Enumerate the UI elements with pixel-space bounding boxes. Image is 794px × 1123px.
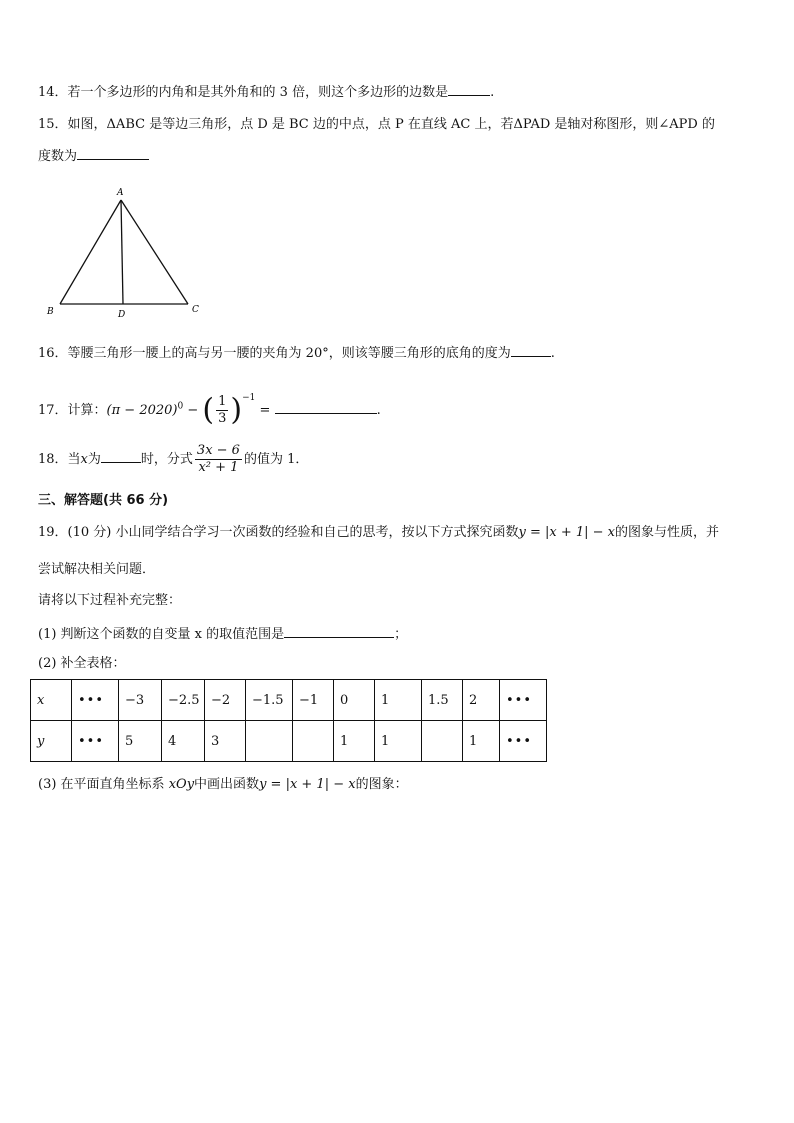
question-16-end: . <box>550 346 555 361</box>
question-15-line2 <box>38 146 149 166</box>
question-15-line1 <box>38 116 715 134</box>
part3-prefix: (3) 在平面直角坐标系 <box>38 777 165 792</box>
table-cell-blank[interactable] <box>293 721 334 762</box>
table-cell: −2.5 <box>162 680 205 721</box>
fraction-denominator: 3 <box>218 411 227 426</box>
table-cell: ••• <box>500 721 547 762</box>
function-expression-2: y = |x + 1| − x <box>259 777 356 792</box>
median-ad <box>121 200 123 304</box>
section-heading: 三、解答题(共 66 分) <box>38 493 169 508</box>
table-cell: ••• <box>500 680 547 721</box>
question-15-text: 15．如图，ΔABC 是等边三角形，点 D 是 BC 边的中点，点 P 在直线 AC 上，若ΔPAD 是轴对称图形，则∠APD 的 <box>38 117 715 132</box>
value-table <box>30 679 547 762</box>
triangle-figure <box>40 183 210 323</box>
table-cell: 1 <box>334 721 375 762</box>
part3-suffix: 的图象： <box>355 777 408 792</box>
table-cell-blank[interactable] <box>246 721 293 762</box>
table-cell: −1.5 <box>246 680 293 721</box>
question-19-part2: (2) 补全表格： <box>38 656 126 671</box>
table-cell: ••• <box>72 721 119 762</box>
table-cell: 1.5 <box>422 680 463 721</box>
table-cell: 4 <box>162 721 205 762</box>
side-ac <box>121 200 188 304</box>
point-label-d: D <box>118 310 126 320</box>
question-18-var: x <box>80 452 88 467</box>
question-17-end: . <box>376 403 381 418</box>
question-19-suffix: 的图象与性质，并 <box>615 525 720 540</box>
table-cell: 0 <box>334 680 375 721</box>
table-cell: x <box>31 680 72 721</box>
answer-blank-17[interactable] <box>275 400 377 414</box>
answer-blank-16[interactable] <box>511 343 551 357</box>
question-14-text: 14．若一个多边形的内角和是其外角和的 3 倍，则这个多边形的边数是 <box>38 85 449 100</box>
fraction-expression <box>195 443 242 476</box>
question-18-mid2: 时，分式 <box>140 452 193 467</box>
part3-mid: 中画出函数 <box>194 777 260 792</box>
table-cell: −3 <box>119 680 162 721</box>
right-paren: ) <box>230 392 243 428</box>
table-cell: 1 <box>375 721 422 762</box>
question-19-line1 <box>38 524 719 542</box>
question-17-base: (π − 2020) <box>106 403 178 418</box>
question-14-end: . <box>490 85 495 100</box>
left-paren: ( <box>202 392 215 428</box>
table-cell: 5 <box>119 721 162 762</box>
question-17-prefix: 17．计算： <box>38 403 107 418</box>
fraction-one-third <box>216 394 228 427</box>
fraction-numerator: 1 <box>218 394 227 409</box>
table-cell: 1 <box>375 680 422 721</box>
question-18-mid: 为 <box>87 452 101 467</box>
question-19-line2: 尝试解决相关问题． <box>38 562 156 577</box>
question-14 <box>38 82 494 102</box>
table-cell: 3 <box>205 721 246 762</box>
question-18-suffix: 的值为 1． <box>243 452 309 467</box>
answer-blank-19-1[interactable] <box>284 624 394 638</box>
function-expression: y = |x + 1| − x <box>518 525 616 540</box>
vertex-label-b: B <box>47 307 54 317</box>
answer-blank-15[interactable] <box>77 146 149 160</box>
question-17-minus: − <box>187 403 199 418</box>
answer-blank-18[interactable] <box>101 449 141 463</box>
fraction-denominator-18: x² + 1 <box>198 460 239 475</box>
question-17 <box>38 376 381 433</box>
question-16-text: 16．等腰三角形一腰上的高与另一腰的夹角为 20°，则该等腰三角形的底角的度为 <box>38 346 511 361</box>
table-cell: ••• <box>72 680 119 721</box>
side-ab <box>60 200 121 304</box>
table-cell: 1 <box>463 721 500 762</box>
table-cell: −2 <box>205 680 246 721</box>
question-19-line3: 请将以下过程补充完整： <box>38 593 182 608</box>
fraction-numerator-18: 3x − 6 <box>196 443 240 458</box>
vertex-label-a: A <box>117 188 124 198</box>
table-row-x <box>31 680 547 721</box>
question-19-part1 <box>38 624 407 644</box>
question-19-text: 19．(10 分) 小山同学结合学习一次函数的经验和自己的思考，按以下方式探究函数 <box>38 525 519 540</box>
coordinate-system: xOy <box>168 777 195 792</box>
question-17-equals: = <box>259 403 271 418</box>
part1-end: ； <box>394 627 408 642</box>
question-17-exp0: 0 <box>177 401 184 412</box>
table-cell: 2 <box>463 680 500 721</box>
table-cell: y <box>31 721 72 762</box>
table-row-y <box>31 721 547 762</box>
question-15-text-2: 度数为 <box>38 149 78 164</box>
question-18-prefix: 18．当 <box>38 452 81 467</box>
question-16 <box>38 343 555 363</box>
table-cell: −1 <box>293 680 334 721</box>
answer-blank-14[interactable] <box>448 82 490 96</box>
question-17-exp-neg: −1 <box>242 393 256 403</box>
question-18 <box>38 440 308 480</box>
question-19-part3 <box>38 776 408 794</box>
table-cell-blank[interactable] <box>422 721 463 762</box>
part1-text: (1) 判断这个函数的自变量 x 的取值范围是 <box>38 627 285 642</box>
vertex-label-c: C <box>192 305 199 315</box>
